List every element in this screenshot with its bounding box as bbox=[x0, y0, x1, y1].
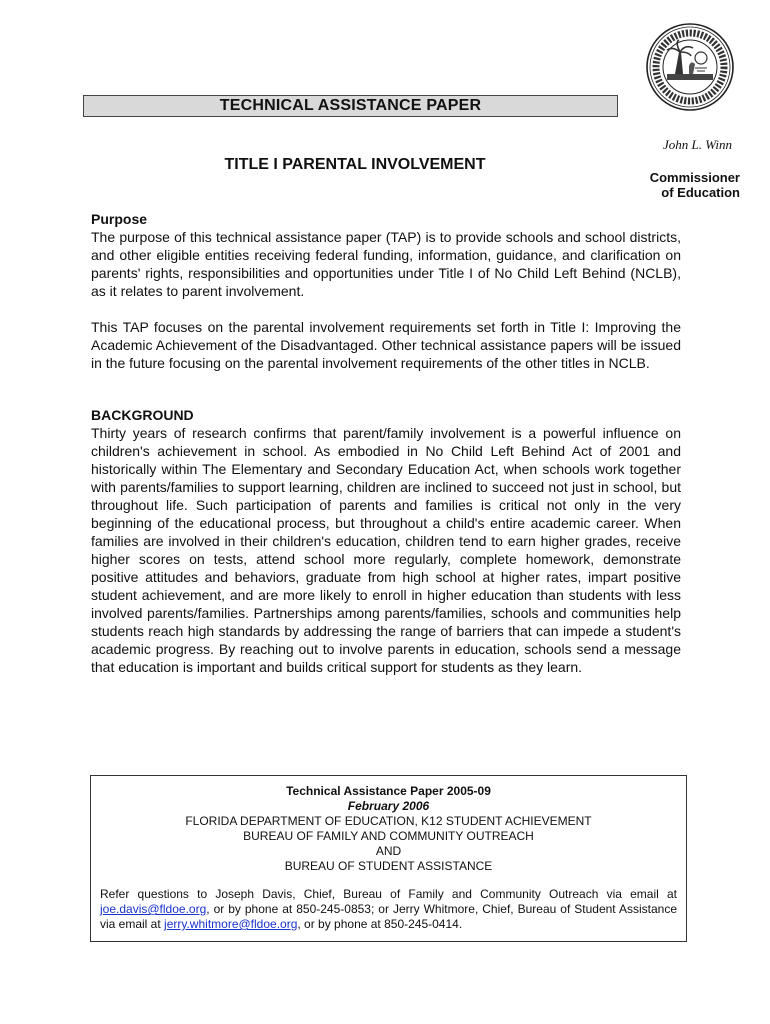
bureau-name-1: BUREAU OF FAMILY AND COMMUNITY OUTREACH bbox=[243, 829, 534, 843]
department-name: FLORIDA DEPARTMENT OF EDUCATION, K12 STUDENT ACHIEVEMENT bbox=[185, 814, 592, 828]
and-connector: AND bbox=[375, 844, 402, 858]
document-body bbox=[91, 210, 681, 676]
commissioner-title-line2: of Education bbox=[661, 185, 740, 200]
contact-note-part2: , or by phone at 850-245-0853; or Jerry Whitmore, Chief, Bureau of Student Assistance via email at bbox=[100, 902, 677, 931]
commissioner-title-line1: Commissioner bbox=[649, 170, 740, 185]
commissioner-name: John L. Winn bbox=[663, 137, 732, 152]
commissioner-title bbox=[600, 170, 740, 200]
email-link-jerry-whitmore[interactable]: jerry.whitmore@fldoe.org bbox=[164, 917, 298, 931]
bureau-name-2: BUREAU OF STUDENT ASSISTANCE bbox=[284, 859, 493, 873]
document-title: TECHNICAL ASSISTANCE PAPER bbox=[83, 95, 618, 117]
background-paragraph: Thirty years of research confirms that parent/family involvement is a powerful influence on children's achievement in school. As embodied in No Child Left Behind Act of 2001 and historically within The Elementary and Secondary Education Act, when schools work together with parents/families to support learning, children are inclined to succeed not just in school, but throughout life. Such participation of parents and families is critical not only in the very beginning of the educational process, but throughout a child's entire academic career. When families are involved in their children's education, children tend to earn higher grades, receive higher scores on tests, attend school more regularly, complete homework, demonstrate positive attitudes and behaviors, graduate from high school at higher rates, impart positive student achievement, and are more likely to enroll in higher education than students with less involved parents/families. Partnerships among parents/families, schools and communities help students reach high standards by addressing the range of barriers that can impede a student's academic progress. By reaching out to involve parents in education, schools send a message that education is important and builds critical support for students as they learn. bbox=[91, 425, 681, 675]
publication-info-box bbox=[90, 775, 687, 942]
paper-number: Technical Assistance Paper 2005-09 bbox=[286, 784, 491, 798]
document-subtitle: TITLE I PARENTAL INVOLVEMENT bbox=[224, 156, 486, 173]
email-link-joe-davis[interactable]: joe.davis@fldoe.org bbox=[100, 902, 207, 916]
contact-note bbox=[100, 887, 677, 932]
publication-header bbox=[100, 784, 677, 874]
purpose-paragraph-1: The purpose of this technical assistance paper (TAP) is to provide schools and school districts, and other eligible entities receiving federal funding, information, guidance, and clarification on parents' rights, responsibilities and opportunities under Title I of No Child Left Behind (NCLB), as it relates to parent involvement. bbox=[91, 229, 681, 299]
contact-note-part1: Refer questions to Joseph Davis, Chief, Bureau of Family and Community Outreach via email at bbox=[100, 887, 677, 901]
florida-state-seal bbox=[645, 22, 735, 112]
purpose-paragraph-2: This TAP focuses on the parental involvement requirements set forth in Title I: Improving the Academic Achievement of the Disadvantaged. Other technical assistance papers will be issued in the future focusing on the parental involvement requirements of the other titles in NCLB. bbox=[91, 319, 681, 371]
purpose-heading: Purpose bbox=[91, 211, 148, 227]
background-heading: BACKGROUND bbox=[91, 407, 194, 423]
publication-date: February 2006 bbox=[347, 799, 430, 813]
contact-note-part3: , or by phone at 850-245-0414. bbox=[297, 917, 463, 931]
